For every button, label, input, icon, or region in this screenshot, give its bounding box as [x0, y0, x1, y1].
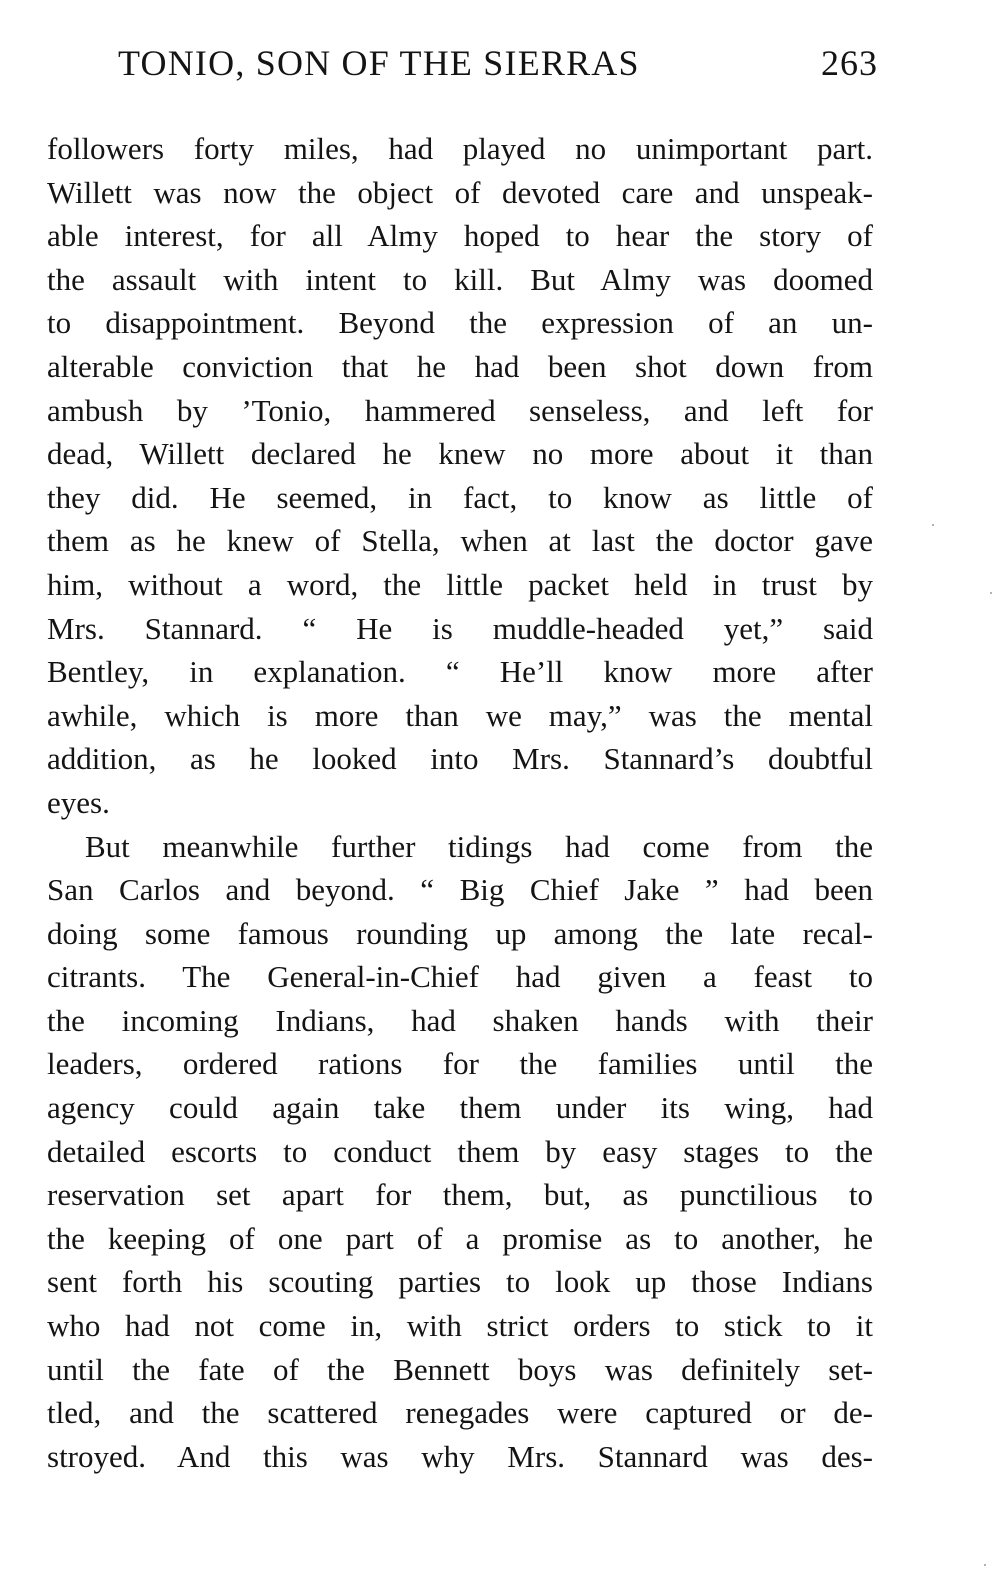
text-line: him, without a word, the little packet held in trust by: [47, 566, 873, 602]
text-line: tled, and the scattered renegades were captured or de-: [47, 1395, 873, 1431]
text-line: who had not come in, with strict orders to stick to it: [47, 1308, 873, 1344]
text-line: Bentley, in explanation. “ He’ll know more after: [47, 654, 873, 690]
text-line: ambush by ’Tonio, hammered senseless, and left for: [47, 392, 873, 428]
text-line: able interest, for all Almy hoped to hear the story of: [47, 218, 873, 254]
paragraph-2: [47, 825, 873, 1479]
text-line: alterable conviction that he had been shot down from: [47, 348, 873, 384]
text-line: awhile, which is more than we may,” was the mental: [47, 697, 873, 733]
text-line: agency could again take them under its wing, had: [47, 1090, 873, 1126]
text-line: citrants. The General-in-Chief had given a feast to: [47, 959, 873, 995]
text-line: dead, Willett declared he knew no more about it than: [47, 436, 873, 472]
text-line: they did. He seemed, in fact, to know as little of: [47, 479, 873, 515]
text-line: Mrs. Stannard. “ He is muddle-headed yet,” said: [47, 610, 873, 646]
text-line: addition, as he looked into Mrs. Stannard’s doubtful: [47, 741, 873, 777]
scan-speck: [932, 524, 934, 526]
scan-speck: [990, 592, 992, 594]
body-text: [47, 127, 873, 1478]
text-line-indented: But meanwhile further tidings had come from the: [85, 828, 873, 864]
text-line: doing some famous rounding up among the late recal-: [47, 915, 873, 951]
text-line: the keeping of one part of a promise as to another, he: [47, 1220, 873, 1256]
text-line: the assault with intent to kill. But Almy was doomed: [47, 261, 873, 297]
running-title: TONIO, SON OF THE SIERRAS: [118, 43, 640, 83]
text-line: until the fate of the Bennett boys was definitely set-: [47, 1351, 873, 1387]
text-line: the incoming Indians, had shaken hands with their: [47, 1002, 873, 1038]
text-line: reservation set apart for them, but, as punctilious to: [47, 1177, 873, 1213]
text-line: followers forty miles, had played no unimportant part.: [47, 131, 873, 166]
text-line: detailed escorts to conduct them by easy stages to the: [47, 1133, 873, 1169]
text-line-last: eyes.: [47, 784, 110, 820]
text-line: San Carlos and beyond. “ Big Chief Jake ” had been: [47, 872, 873, 908]
text-line: stroyed. And this was why Mrs. Stannard was des-: [47, 1438, 873, 1474]
text-line: to disappointment. Beyond the expression of an un-: [47, 305, 873, 341]
running-head: [118, 42, 878, 92]
text-line: sent forth his scouting parties to look up those Indians: [47, 1264, 873, 1300]
scan-speck: [984, 1564, 986, 1566]
text-line: them as he knew of Stella, when at last the doctor gave: [47, 523, 873, 559]
paragraph-1: [47, 127, 873, 825]
page-number: 263: [821, 43, 878, 83]
text-line: Willett was now the object of devoted care and unspeak-: [47, 174, 873, 210]
text-line: leaders, ordered rations for the families until the: [47, 1046, 873, 1082]
